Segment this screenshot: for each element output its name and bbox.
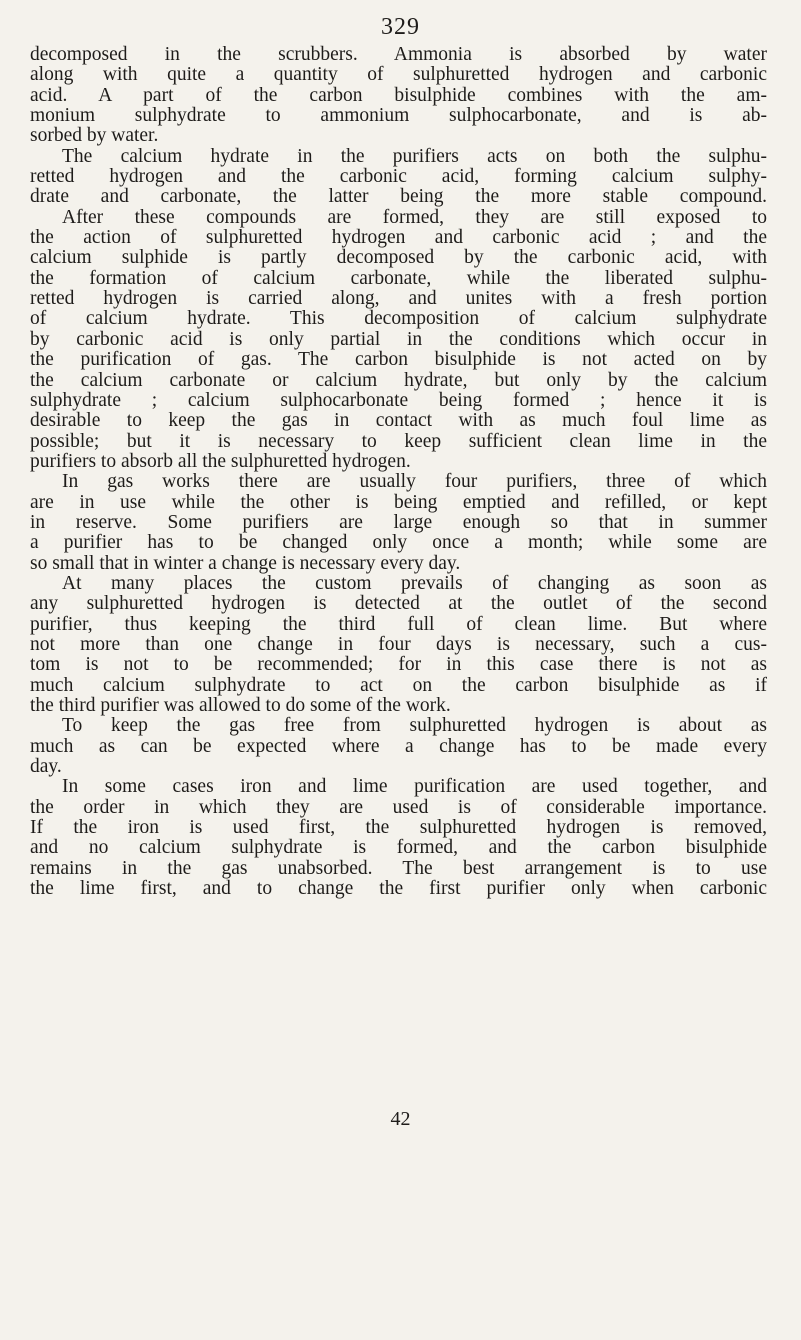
text-line: the third purifier was allowed to do some of the work.	[30, 695, 451, 716]
text-line: desirable to keep the gas in contact with as much foul lime as	[30, 410, 767, 432]
text-line: tom is not to be recommended; for in this case there is not as	[30, 654, 767, 676]
body-text	[30, 45, 767, 899]
text-line: not more than one change in four days is necessary, such a cus-	[30, 633, 767, 655]
text-line: decomposed in the scrubbers. Ammonia is absorbed by water	[30, 44, 767, 65]
text-line: purifier, thus keeping the third full of clean lime. But where	[30, 613, 767, 635]
text-line: In some cases iron and lime purification are used together, and	[62, 776, 767, 798]
text-line: acid. A part of the carbon bisulphide combines with the am-	[30, 84, 767, 106]
text-line: monium sulphydrate to ammonium sulphocarbonate, and is ab-	[30, 105, 767, 127]
text-line: drate and carbonate, the latter being the more stable compound.	[30, 186, 767, 208]
text-line: by carbonic acid is only partial in the conditions which occur in	[30, 328, 767, 350]
text-line: possible; but it is necessary to keep sufficient clean lime in the	[30, 430, 767, 452]
text-line: To keep the gas free from sulphuretted hydrogen is about as	[62, 715, 767, 737]
text-line: much calcium sulphydrate to act on the carbon bisulphide as if	[30, 674, 767, 696]
text-line: The calcium hydrate in the purifiers acts on both the sulphu-	[62, 145, 767, 167]
text-line: much as can be expected where a change has to be made every	[30, 735, 767, 757]
text-line: in reserve. Some purifiers are large enough so that in summer	[30, 511, 767, 533]
text-line: the lime first, and to change the first purifier only when carbonic	[30, 878, 767, 900]
text-line: calcium sulphide is partly decomposed by the carbonic acid, with	[30, 247, 767, 269]
text-line: along with quite a quantity of sulphuretted hydrogen and carbonic	[30, 64, 767, 86]
text-line: any sulphuretted hydrogen is detected at the outlet of the second	[30, 593, 767, 615]
text-line: retted hydrogen is carried along, and unites with a fresh portion	[30, 288, 767, 310]
text-line: a purifier has to be changed only once a month; while some are	[30, 532, 767, 554]
text-line: of calcium hydrate. This decomposition of calcium sulphydrate	[30, 308, 767, 330]
text-line: If the iron is used first, the sulphuretted hydrogen is removed,	[30, 817, 767, 839]
text-line: sorbed by water.	[30, 125, 159, 147]
text-line: the order in which they are used is of considerable importance.	[30, 796, 767, 818]
text-line: the purification of gas. The carbon bisulphide is not acted on by	[30, 349, 767, 371]
text-line: After these compounds are formed, they are still exposed to	[62, 206, 767, 228]
page-number: 329	[381, 14, 420, 40]
text-line: retted hydrogen and the carbonic acid, forming calcium sulphy-	[30, 166, 767, 188]
text-line: In gas works there are usually four purifiers, three of which	[62, 471, 767, 493]
text-line: sulphydrate ; calcium sulphocarbonate being formed ; hence it is	[30, 389, 767, 411]
text-line: purifiers to absorb all the sulphuretted hydrogen.	[30, 450, 411, 472]
text-line: and no calcium sulphydrate is formed, and the carbon bisulphide	[30, 837, 767, 859]
text-line: At many places the custom prevails of changing as soon as	[62, 572, 767, 594]
text-line: day.	[30, 756, 62, 778]
text-line: the action of sulphuretted hydrogen and carbonic acid ; and the	[30, 227, 767, 249]
text-line: the formation of calcium carbonate, while the liberated sulphu-	[30, 267, 767, 289]
text-line: the calcium carbonate or calcium hydrate, but only by the calcium	[30, 369, 767, 391]
text-line: so small that in winter a change is necessary every day.	[30, 552, 461, 574]
signature-mark: 42	[390, 1108, 411, 1130]
text-line: remains in the gas unabsorbed. The best arrangement is to use	[30, 857, 767, 879]
text-line: are in use while the other is being emptied and refilled, or kept	[30, 491, 767, 513]
